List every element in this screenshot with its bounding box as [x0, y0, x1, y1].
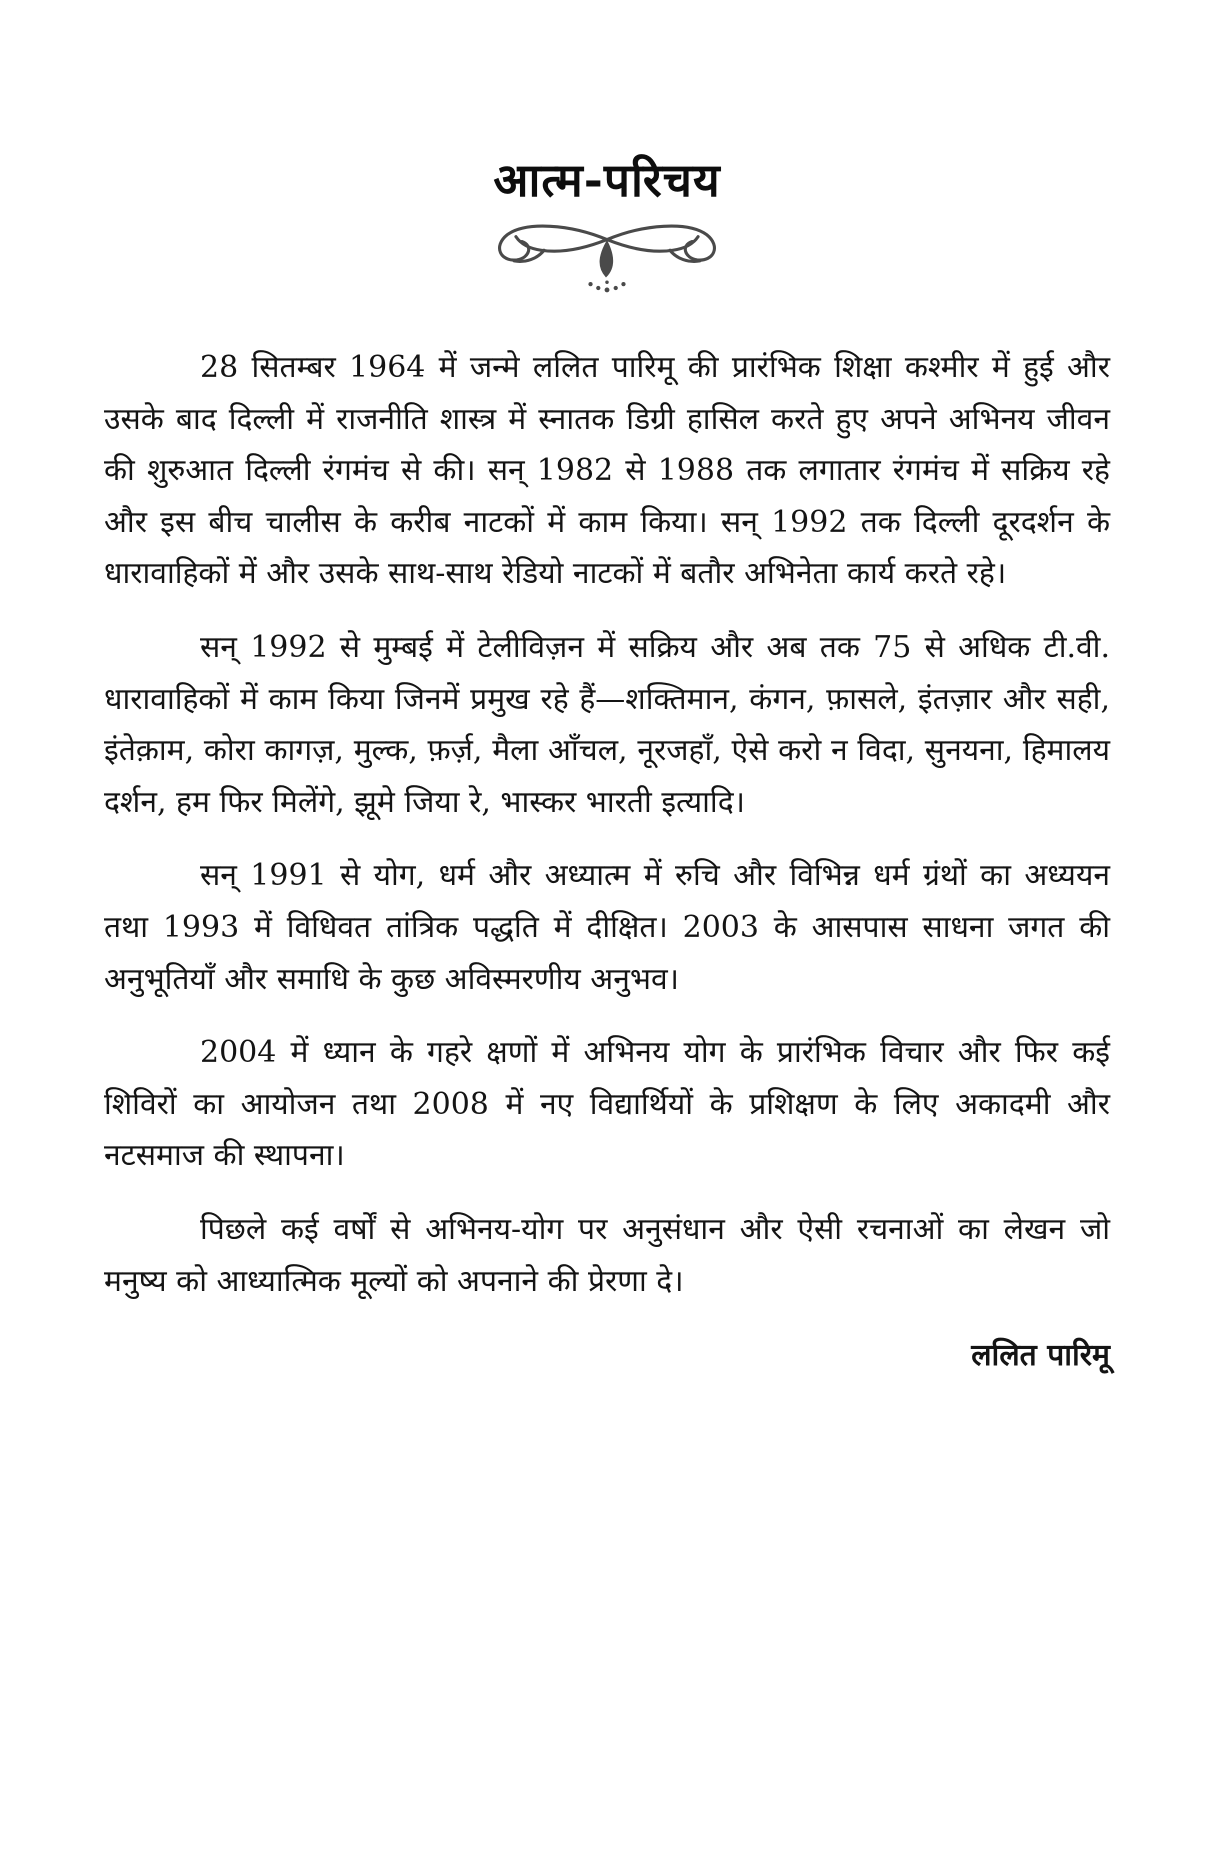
paragraph-4: 2004 में ध्यान के गहरे क्षणों में अभिनय योग के प्रारंभिक विचार और फिर कई शिविरों का आयोजन तथा 2008 में नए विद्यार्थियों के प्रशिक्षण के लिए अकादमी और नटसमाज की स्थापना। — [104, 1035, 1110, 1174]
author-signature: ललित पारिमू — [971, 1338, 1110, 1374]
paragraph-5: पिछले कई वर्षों से अभिनय-योग पर अनुसंधान और ऐसी रचनाओं का लेखन जो मनुष्य को आध्यात्मिक मूल्यों को अपनाने की प्रेरणा दे। — [104, 1211, 1110, 1299]
paragraph-2: सन् 1992 से मुम्बई में टेलीविज़न में सक्रिय और अब तक 75 से अधिक टी.वी. धारावाहिकों में काम किया जिनमें प्रमुख रहे हैं—शक्तिमान, कंगन, फ़ासले, इंतज़ार और सही, इंतेक़ाम, कोरा कागज़, मुल्क, फ़र्ज़, मैला आँचल, नूरजहाँ, ऐसे करो न विदा, सुनयना, हिमालय दर्शन, हम फिर मिलेंगे, झूमे जिया रे, भास्कर भारती इत्यादि। — [104, 629, 1110, 820]
body-text — [104, 342, 1110, 1307]
ornament-divider — [104, 216, 1110, 300]
page-title: आत्म-परिचय — [493, 153, 721, 207]
flourish-icon — [452, 216, 762, 300]
paragraph-3: सन् 1991 से योग, धर्म और अध्यात्म में रुचि और विभिन्न धर्म ग्रंथों का अध्ययन तथा 1993 में विधिवत तांत्रिक पद्धति में दीक्षित। 2003 के आसपास साधना जगत की अनुभूतियाँ और समाधि के कुछ अविस्मरणीय अनुभव। — [104, 858, 1110, 997]
paragraph-1: 28 सितम्बर 1964 में जन्मे ललित पारिमू की प्रारंभिक शिक्षा कश्मीर में हुई और उसके बाद दिल्ली में राजनीति शास्त्र में स्नातक डिग्री हासिल करते हुए अपने अभिनय जीवन की शुरुआत दिल्ली रंगमंच से की। सन् 1982 से 1988 तक लगातार रंगमंच में सक्रिय रहे और इस बीच चालीस के करीब नाटकों में काम किया। सन् 1992 तक दिल्ली दूरदर्शन के धारावाहिकों में और उसके साथ-साथ रेडियो नाटकों में बतौर अभिनेता कार्य करते रहे। — [104, 350, 1110, 592]
